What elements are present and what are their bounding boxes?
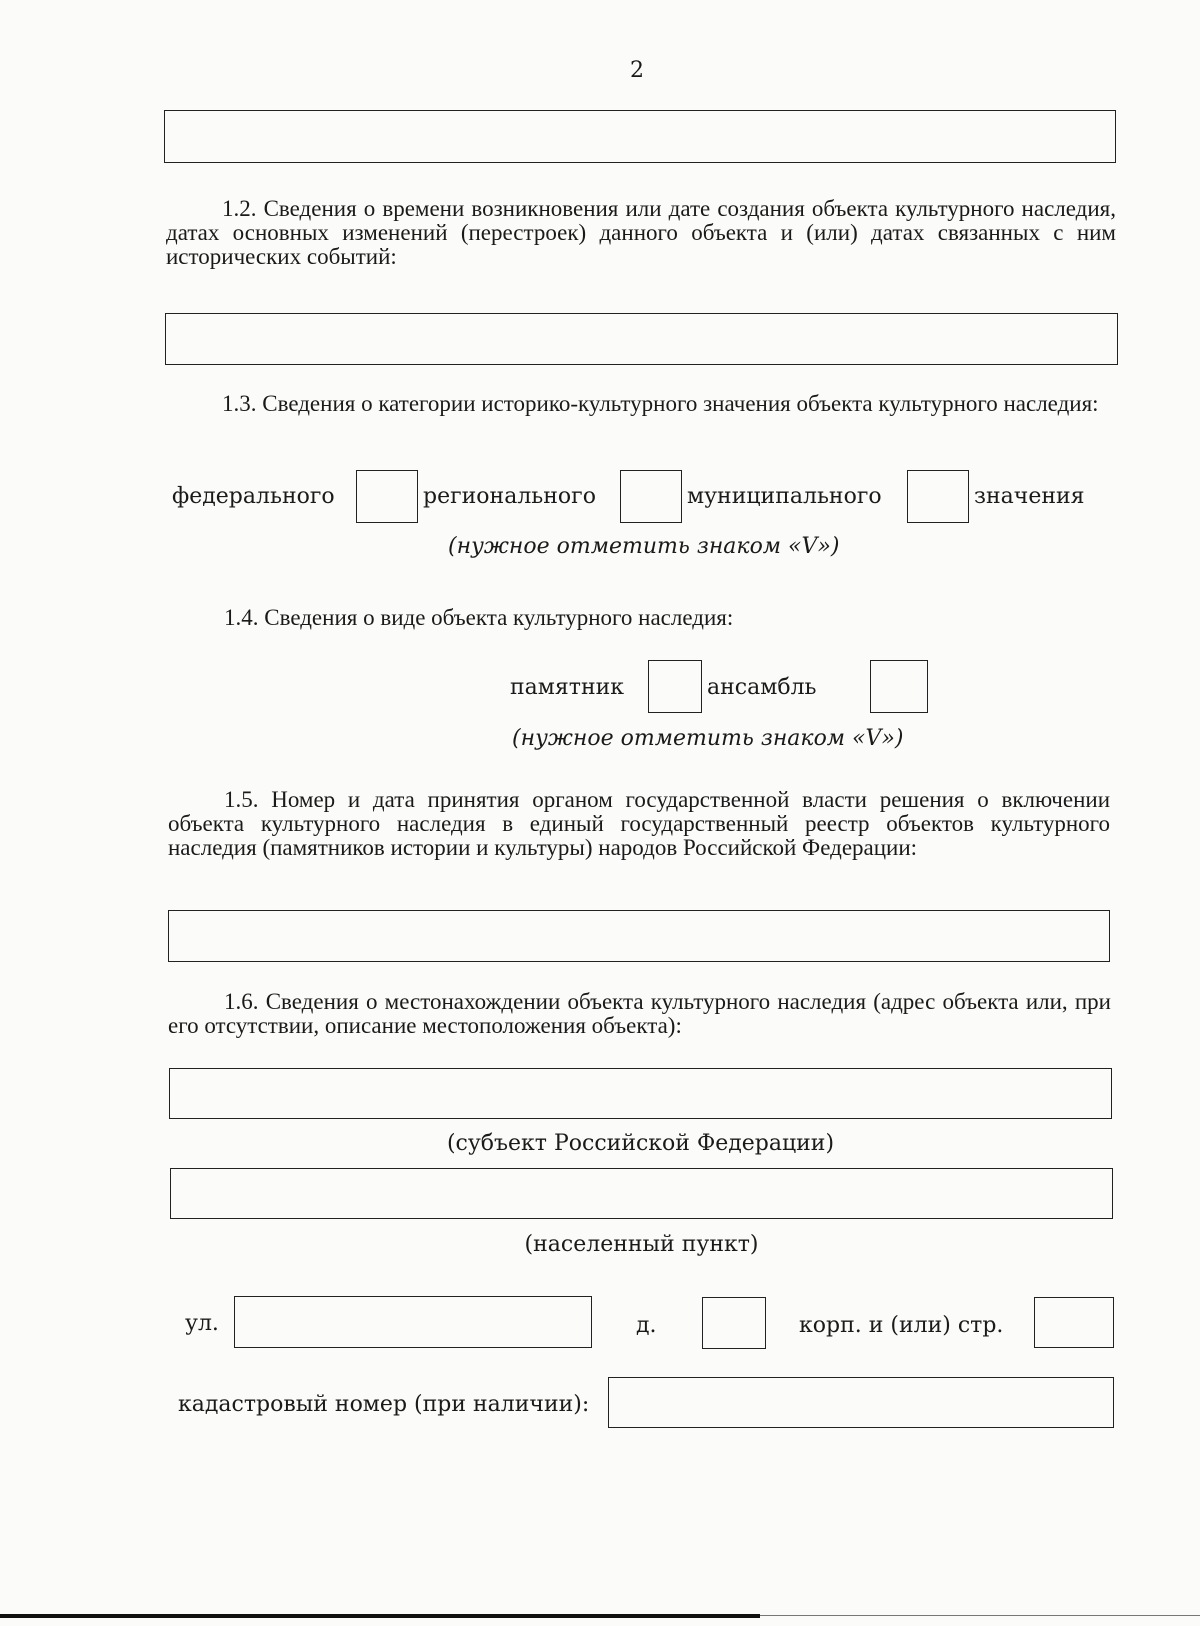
section-1-6-text: 1.6. Сведения о местонахождении объекта культурного наследия (адрес объекта или, при его отсутствии, описание местоположения объекта): — [168, 989, 1111, 1038]
bottom-edge-rule-thin — [760, 1615, 1200, 1616]
category-note: (нужное отметить знаком «V») — [448, 534, 840, 559]
federal-checkbox[interactable] — [356, 470, 418, 523]
house-label: д. — [636, 1313, 657, 1338]
cadastral-field[interactable] — [608, 1377, 1114, 1428]
ensemble-checkbox[interactable] — [870, 660, 928, 713]
previous-section-field[interactable] — [164, 110, 1116, 163]
registry-decision-field[interactable] — [168, 910, 1110, 962]
building-label: корп. и (или) стр. — [799, 1313, 1004, 1338]
creation-date-field[interactable] — [165, 313, 1118, 365]
municipal-checkbox[interactable] — [907, 470, 969, 523]
regional-checkbox[interactable] — [620, 470, 682, 523]
federal-label: федерального — [172, 484, 335, 509]
locality-caption: (населенный пункт) — [524, 1232, 759, 1257]
section-1-4-text: 1.4. Сведения о виде объекта культурного наследия: — [224, 605, 734, 630]
section-1-3-text: 1.3. Сведения о категории историко-культурного значения объекта культурного наследия: — [222, 391, 1099, 416]
monument-label: памятник — [510, 675, 625, 700]
type-note: (нужное отметить знаком «V») — [512, 726, 904, 751]
subject-caption: (субъект Российской Федерации) — [446, 1131, 835, 1156]
section-1-5-text: 1.5. Номер и дата принятия органом государственной власти решения о включении объекта культурного наследия в единый государственный реестр объектов культурного наследия (памятников истории и культуры) народов Российской Федерации: — [168, 787, 1110, 860]
building-field[interactable] — [1034, 1297, 1114, 1348]
street-label: ул. — [185, 1311, 219, 1336]
cadastral-label: кадастровый номер (при наличии): — [178, 1392, 590, 1417]
municipal-label: муниципального — [687, 484, 882, 509]
section-1-2-text: 1.2. Сведения о времени возникновения или дате создания объекта культурного наследия, датах основных изменений (перестроек) данного объекта и (или) датах связанных с ним исторических событий: — [166, 196, 1116, 269]
significance-label: значения — [974, 484, 1085, 509]
street-field[interactable] — [234, 1296, 592, 1348]
house-field[interactable] — [702, 1297, 766, 1349]
bottom-edge-rule — [0, 1614, 760, 1618]
monument-checkbox[interactable] — [648, 660, 702, 713]
ensemble-label: ансамбль — [707, 675, 817, 700]
page-number: 2 — [630, 58, 644, 83]
locality-field[interactable] — [170, 1168, 1113, 1219]
subject-field[interactable] — [169, 1068, 1112, 1119]
regional-label: регионального — [423, 484, 596, 509]
